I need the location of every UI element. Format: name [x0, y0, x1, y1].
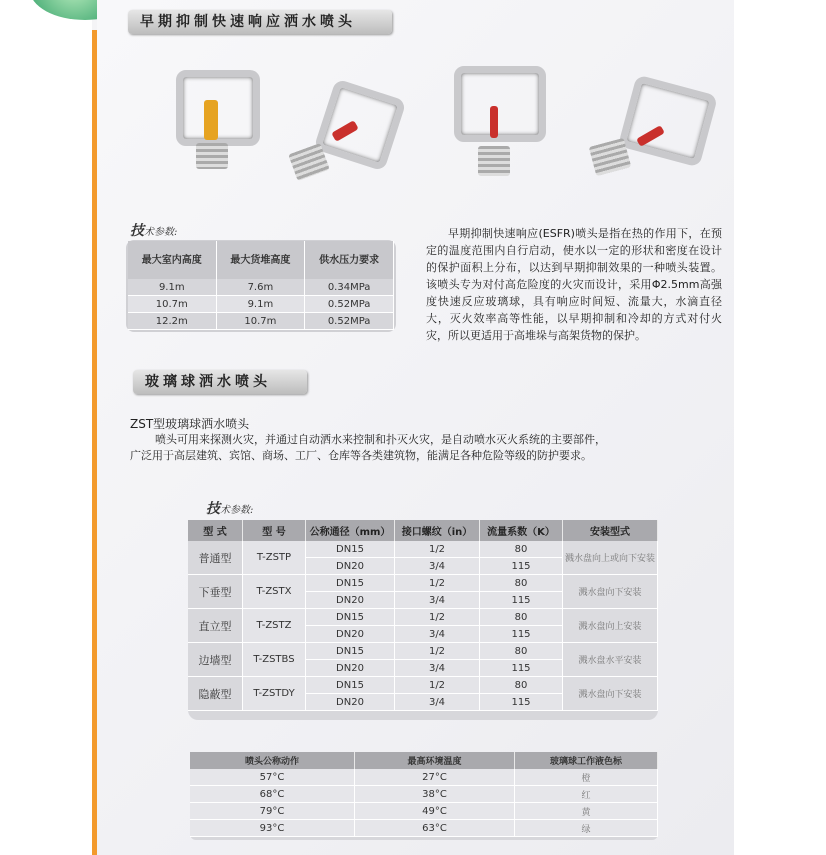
- zst-paragraph-line-1: 喷头可用来探测火灾，并通过自动洒水来控制和扑灭火灾，是自动喷水灭火系统的主要部件，: [155, 433, 606, 446]
- table-cell: 63°C: [355, 820, 515, 837]
- table-cell: DN15: [306, 575, 395, 592]
- sprinkler-image-1: [168, 65, 263, 180]
- table-cell: 10.7m: [216, 313, 305, 330]
- table-cell: DN15: [306, 643, 395, 660]
- table-cell: 1/2: [395, 677, 480, 694]
- table-cell-type: 直立型: [188, 609, 243, 643]
- table-cell: DN20: [306, 626, 395, 643]
- table-cell-model: T-ZSTZ: [243, 609, 306, 643]
- table-cell: 115: [480, 592, 563, 609]
- table-cell-type: 边墙型: [188, 643, 243, 677]
- section-banner-esfr: 早期抑制快速响应洒水喷头: [128, 10, 392, 34]
- zst-paragraph-line-2: 广泛用于高层建筑、宾馆、商场、工厂、仓库等各类建筑物，能满足各种危险等级的防护要求。: [130, 449, 592, 462]
- table-cell-model: T-ZSTX: [243, 575, 306, 609]
- table1-header: 供水压力要求: [305, 241, 394, 279]
- table-cell-model: T-ZSTBS: [243, 643, 306, 677]
- table-cell-mount: 溅水盘水平安装: [563, 643, 658, 677]
- right-margin: [734, 0, 826, 855]
- table-cell: 115: [480, 626, 563, 643]
- zst-spec-table: [188, 520, 658, 711]
- table-row: [190, 786, 658, 803]
- table-cell: 68°C: [190, 786, 355, 803]
- table-cell: 3/4: [395, 694, 480, 711]
- table-cell: 80: [480, 677, 563, 694]
- zst-title: ZST型玻璃球洒水喷头: [130, 417, 250, 431]
- table-cell: 绿: [515, 820, 658, 837]
- table-row: [190, 803, 658, 820]
- table-cell: DN15: [306, 609, 395, 626]
- table-cell: 80: [480, 609, 563, 626]
- sprinkler-image-3: [448, 58, 548, 183]
- tech-params-label-1: 技术参数:: [130, 223, 178, 239]
- table-cell: DN20: [306, 660, 395, 677]
- table2-header: 接口螺纹（in）: [395, 520, 480, 541]
- table-cell: 115: [480, 694, 563, 711]
- table-cell: 0.34MPa: [305, 279, 394, 296]
- table-row: [190, 820, 658, 837]
- table-cell: 57°C: [190, 769, 355, 786]
- esfr-description: 早期抑制快速响应(ESFR)喷头是指在热的作用下，在预定的温度范围内自行启动，使水以一定的形状和密度在设计的保护面积上分布，以达到早期抑制效果的一种喷头装置。该喷头专为对付高危险度的火灾而设计，采用Φ2.5mm高强度快速反应玻璃球，具有响应时间短、流量大，水滴直径大，灭火效率高等性能，以早期抑制和冷却的方式对付火灾，所以更适用于高堆垛与高架货物的保护。: [426, 227, 722, 342]
- table-cell: 27°C: [355, 769, 515, 786]
- table-cell: 3/4: [395, 592, 480, 609]
- table-cell: 0.52MPa: [305, 313, 394, 330]
- table-row: [128, 313, 394, 330]
- table-cell: 115: [480, 660, 563, 677]
- table2-header: 型 号: [243, 520, 306, 541]
- table-cell: 49°C: [355, 803, 515, 820]
- table-cell: 0.52MPa: [305, 296, 394, 313]
- table-row: [188, 575, 658, 592]
- table-row: [188, 541, 658, 558]
- table-cell: 7.6m: [216, 279, 305, 296]
- esfr-spec-table: [128, 241, 394, 330]
- table-cell: 9.1m: [128, 279, 216, 296]
- table-cell: 1/2: [395, 541, 480, 558]
- table2-header: 公称通径（mm）: [306, 520, 395, 541]
- table-cell: DN20: [306, 592, 395, 609]
- table-cell: DN20: [306, 694, 395, 711]
- table-cell: 1/2: [395, 643, 480, 660]
- sprinkler-image-4: [588, 82, 713, 192]
- table-cell-mount: 溅水盘向下安装: [563, 575, 658, 609]
- table-cell: 橙: [515, 769, 658, 786]
- table-cell: 1/2: [395, 575, 480, 592]
- table-cell: 115: [480, 558, 563, 575]
- table-row: [128, 296, 394, 313]
- table-cell: 93°C: [190, 820, 355, 837]
- table-row: [188, 643, 658, 660]
- table-cell-type: 隐蔽型: [188, 677, 243, 711]
- table-cell: DN15: [306, 677, 395, 694]
- table3-header: 最高环境温度: [355, 752, 515, 769]
- table2-header: 型 式: [188, 520, 243, 541]
- table-cell: 3/4: [395, 660, 480, 677]
- table-cell: DN20: [306, 558, 395, 575]
- table-row: [188, 677, 658, 694]
- table-cell-mount: 溅水盘向上或向下安装: [563, 541, 658, 575]
- table3-header: 玻璃球工作液色标: [515, 752, 658, 769]
- table-cell-mount: 溅水盘向上安装: [563, 609, 658, 643]
- table-cell-type: 普通型: [188, 541, 243, 575]
- table-cell: 3/4: [395, 626, 480, 643]
- table-cell-model: T-ZSTP: [243, 541, 306, 575]
- table-cell: 9.1m: [216, 296, 305, 313]
- table2-header: 安装型式: [563, 520, 658, 541]
- table-cell: 80: [480, 575, 563, 592]
- table1-header: 最大室内高度: [128, 241, 216, 279]
- section-banner-glass-bulb: 玻璃球洒水喷头: [133, 370, 307, 394]
- table2-header: 流量系数（K）: [480, 520, 563, 541]
- orange-accent-bar: [92, 30, 97, 855]
- table-cell: 3/4: [395, 558, 480, 575]
- left-margin: [0, 0, 92, 855]
- table-cell: 80: [480, 643, 563, 660]
- table-cell: 80: [480, 541, 563, 558]
- table-row: [128, 279, 394, 296]
- table-cell-model: T-ZSTDY: [243, 677, 306, 711]
- table-cell: 黄: [515, 803, 658, 820]
- temperature-table: [190, 752, 658, 837]
- table3-header: 喷头公称动作: [190, 752, 355, 769]
- table-cell: 79°C: [190, 803, 355, 820]
- table-cell: DN15: [306, 541, 395, 558]
- table-cell: 10.7m: [128, 296, 216, 313]
- table-row: [188, 609, 658, 626]
- table-cell: 38°C: [355, 786, 515, 803]
- table-cell-mount: 溅水盘向下安装: [563, 677, 658, 711]
- table1-header: 最大货堆高度: [216, 241, 305, 279]
- table-cell: 1/2: [395, 609, 480, 626]
- table-cell-type: 下垂型: [188, 575, 243, 609]
- sprinkler-image-2: [288, 88, 398, 188]
- table-cell: 红: [515, 786, 658, 803]
- table-row: [190, 769, 658, 786]
- table-cell: 12.2m: [128, 313, 216, 330]
- tech-params-label-2: 技术参数:: [206, 501, 254, 517]
